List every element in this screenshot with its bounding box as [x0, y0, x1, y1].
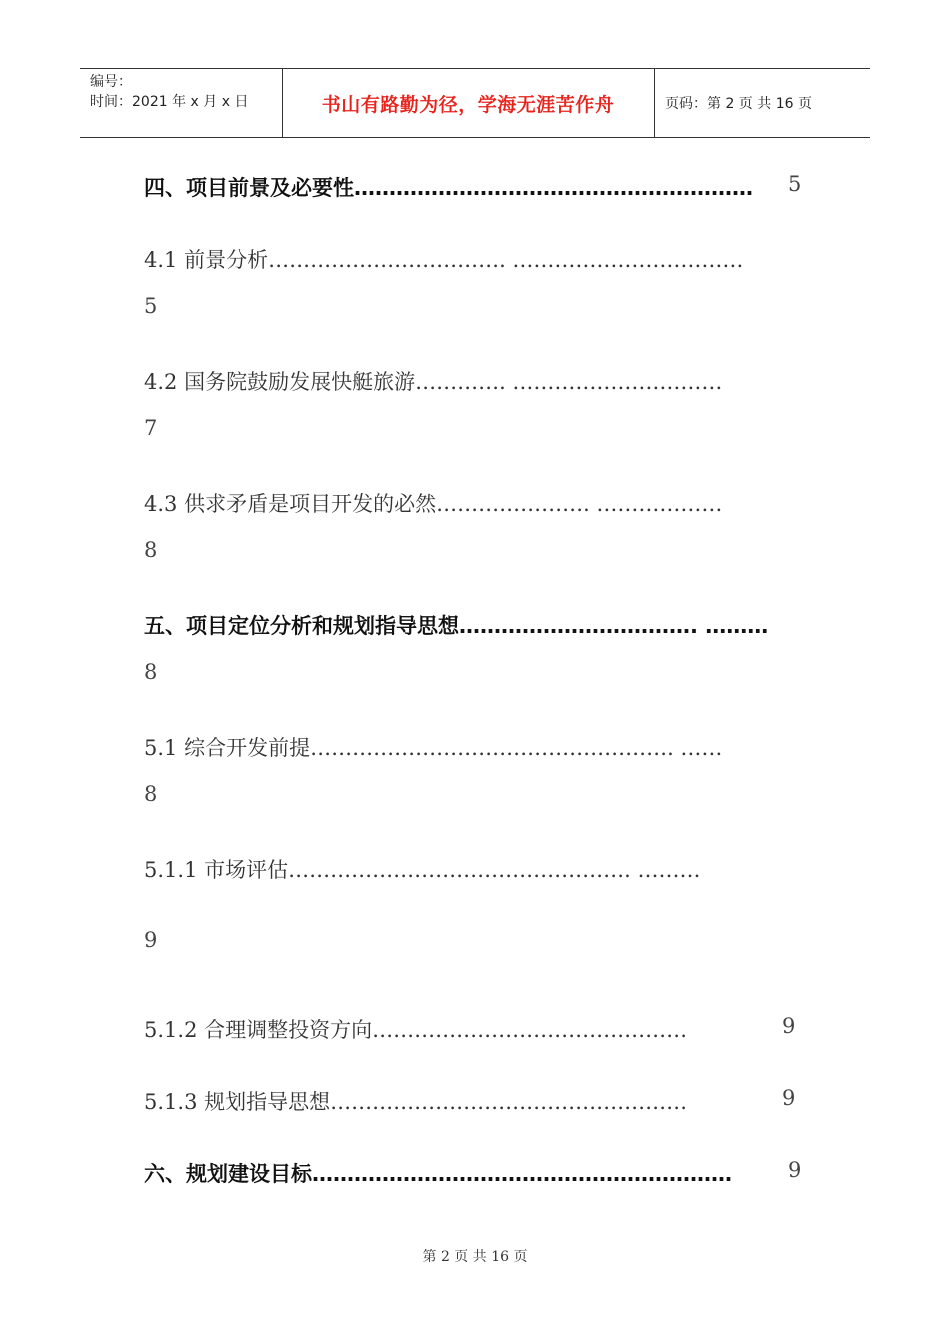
- toc-page-5-1-2: 9: [782, 1014, 796, 1038]
- toc-page-5-1-3: 9: [782, 1086, 796, 1110]
- document-header: [80, 68, 870, 138]
- toc-page-5-1-1: 9: [144, 928, 158, 952]
- toc-entry-5[interactable]: 五、项目定位分析和规划指导思想……………………………. ………: [144, 614, 769, 638]
- motto-text: 书山有路勤为径，学海无涯苦作舟: [321, 93, 615, 116]
- toc-entry-4[interactable]: 四、项目前景及必要性…………………………………………………: [144, 176, 753, 200]
- toc-entry-5-1[interactable]: 5.1 综合开发前提……………………………………………. ……: [144, 736, 723, 760]
- toc-page-4-2: 7: [144, 416, 158, 440]
- header-page-cell: [655, 69, 870, 137]
- toc-page-5-1: 8: [144, 782, 158, 806]
- toc-entry-4-3[interactable]: 4.3 供求矛盾是项目开发的必然…………………. ………………: [144, 492, 723, 516]
- page-footer: 第 2 页 共 16 页: [422, 1249, 528, 1265]
- toc-page-4-1: 5: [144, 294, 158, 318]
- toc-entry-5-1-3[interactable]: 5.1.3 规划指导思想……………………………………………: [144, 1090, 688, 1114]
- toc-entry-5-1-2[interactable]: 5.1.2 合理调整投资方向………………………………………: [144, 1018, 688, 1042]
- toc-entry-4-1[interactable]: 4.1 前景分析……………………………. ……………………………: [144, 248, 744, 272]
- toc-page-4-3: 8: [144, 538, 158, 562]
- header-motto-cell: [282, 69, 655, 137]
- toc-entry-6[interactable]: 六、规划建设目标……………………………………………………: [144, 1162, 732, 1186]
- time-label: 时间：2021 年 x 月 x 日: [90, 94, 249, 110]
- page-info: 页码：第 2 页 共 16 页: [665, 96, 812, 112]
- toc-entry-4-2[interactable]: 4.2 国务院鼓励发展快艇旅游…………. …………………………: [144, 370, 723, 394]
- toc-page-6: 9: [788, 1158, 802, 1182]
- toc-page-5: 8: [144, 660, 158, 684]
- header-meta-cell: [80, 69, 283, 137]
- number-label: 编号：: [90, 74, 132, 90]
- toc-page-4: 5: [788, 172, 802, 196]
- toc-entry-5-1-1[interactable]: 5.1.1 市场评估…………………………………………. ………: [144, 858, 701, 882]
